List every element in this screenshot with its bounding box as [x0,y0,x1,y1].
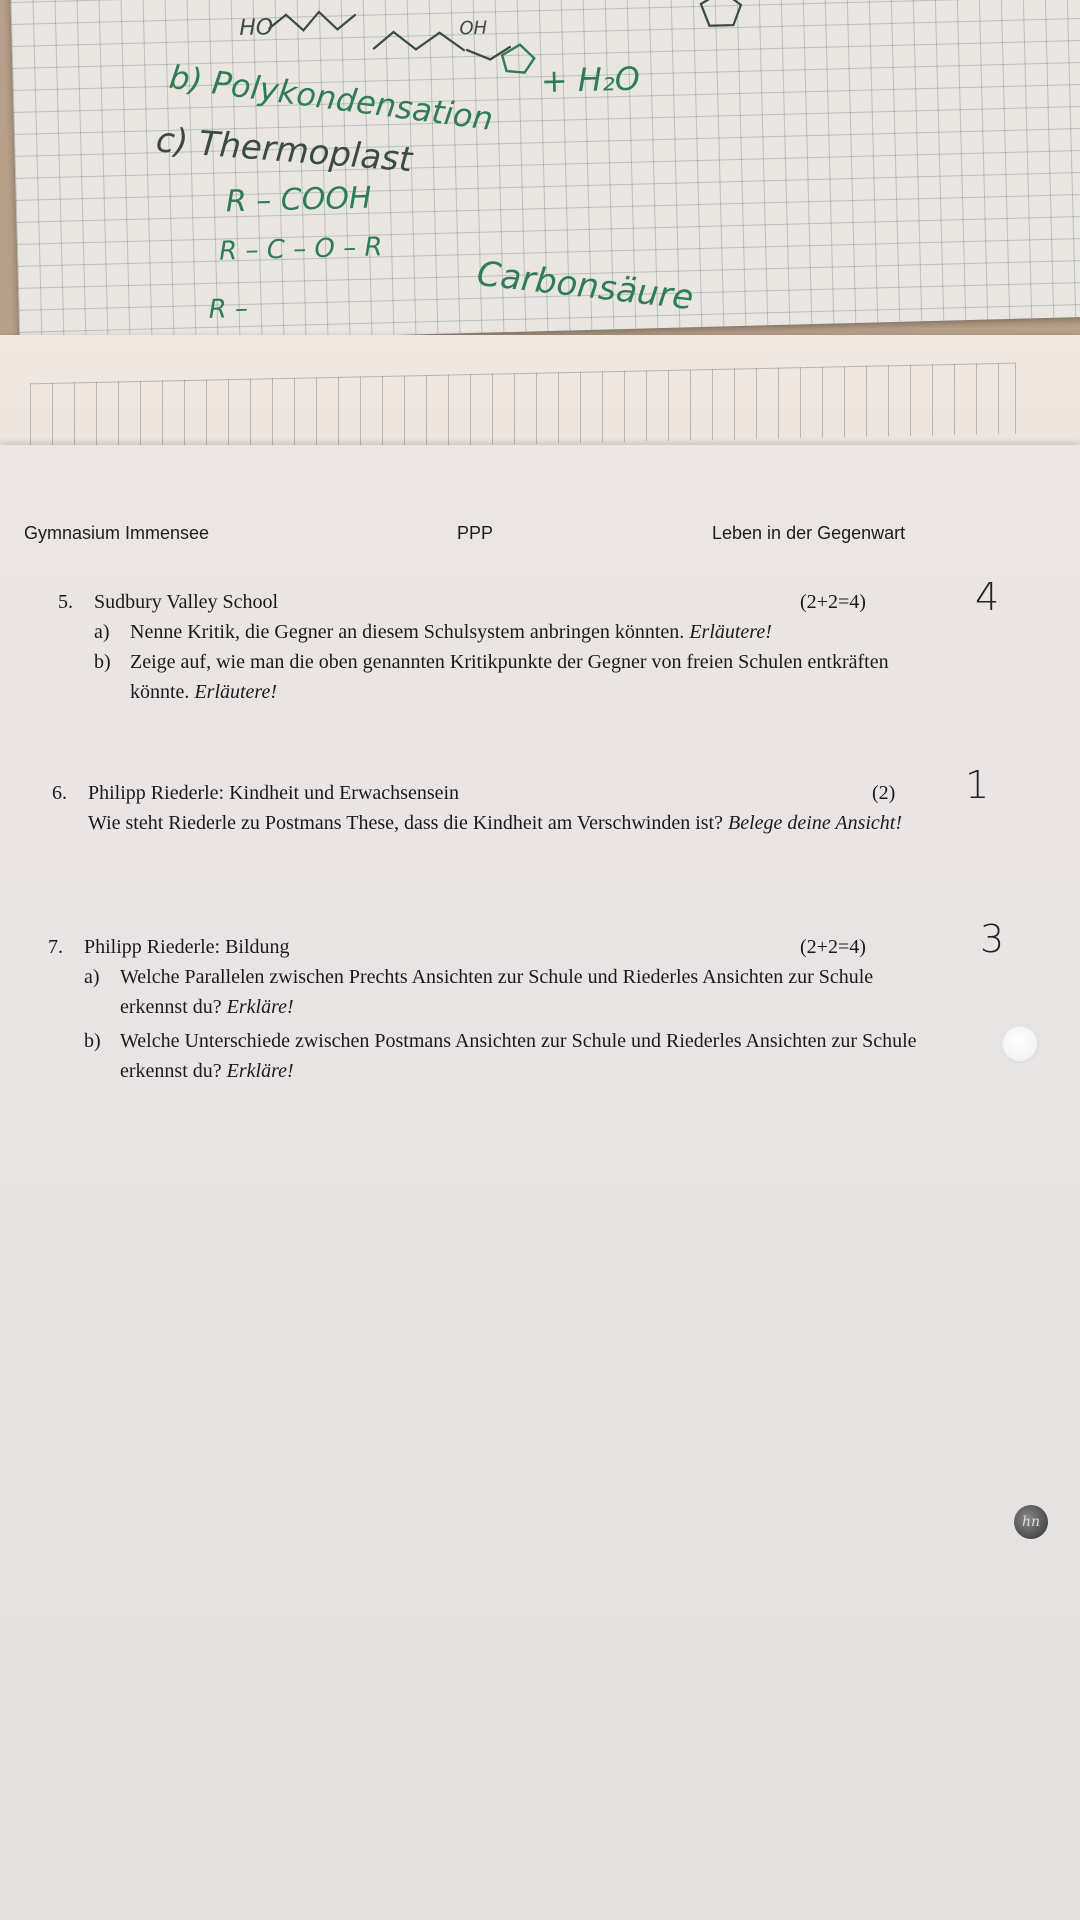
note-oh: OH [459,17,488,40]
grid-strip [30,363,1016,455]
subtask-b [48,1026,940,1086]
task-title: Sudbury Valley School [94,591,279,613]
subtask-hint: Erläutere! [689,621,772,643]
exam-sheet [0,445,1080,1920]
subtask-a [48,962,940,1022]
task-number: 6. [52,782,67,804]
task-points: (2) [872,782,896,804]
task-5 [58,587,938,707]
graph-paper-notes [10,0,1080,345]
note-thermoplast: c) Thermoplast [154,120,414,181]
subtask-letter: a) [94,621,110,643]
task-title: Philipp Riederle: Bildung [84,936,290,958]
subtask-hint: Erkläre! [226,996,294,1018]
task-number: 5. [58,591,73,613]
subject-name: PPP [457,523,494,543]
task-title-row [58,587,938,617]
structural-formula-drawing [10,0,1080,120]
note-polykondensation: b) Polykondensation [167,57,496,138]
task-6 [52,778,937,838]
task-number: 7. [48,936,63,958]
task-question: Wie steht Riederle zu Postmans These, dass die Kindheit am Verschwinden ist? [88,812,723,834]
task-title-row [48,932,940,962]
subtask-letter: b) [94,651,111,673]
task-title: Philipp Riederle: Kindheit und Erwachsensein [88,782,460,804]
middle-paper-sheet [0,335,1080,455]
task-body [52,808,937,838]
subtask-text: Welche Unterschiede zwischen Postmans Ansichten zur Schule und Riederles Ansichten zur Schule erkennst du? [120,1030,917,1082]
subtask-b [58,647,938,707]
note-water: + H₂O [540,59,641,101]
subtask-text: Zeige auf, wie man die oben genannten Kritikpunkte der Gegner von freien Schulen entkräften könnte. [130,651,889,703]
note-cooh: R – COOH [225,180,372,220]
punch-hole [1001,1025,1039,1063]
initials-stamp: hn [1014,1505,1048,1539]
subtask-hint: Erläutere! [194,681,278,703]
subtask-letter: a) [84,966,100,988]
note-ho: HO [239,15,274,42]
task-points: (2+2=4) [800,591,866,613]
page-header [24,523,924,547]
subtask-text: Welche Parallelen zwischen Prechts Ansichten zur Schule und Riederles Ansichten zur Schule erkennst du? [120,966,874,1018]
grade-task-6: 1 [965,763,990,807]
grade-task-5: 4 [975,575,1000,619]
task-hint: Belege deine Ansicht! [728,812,903,834]
topic-title: Leben in der Gegenwart [712,523,906,543]
subtask-hint: Erkläre! [226,1060,294,1082]
task-7 [48,932,940,1086]
subtask-letter: b) [84,1030,101,1052]
task-title-row [52,778,937,808]
note-ester: R – C – O – R [218,232,383,267]
school-name: Gymnasium Immensee [24,523,210,543]
note-carbonsaeure: Carbonsäure [474,253,696,319]
grade-task-7: 3 [980,917,1005,961]
note-r-partial: R – [208,293,249,325]
subtask-a [58,617,938,647]
task-points: (2+2=4) [800,936,866,958]
subtask-text: Nenne Kritik, die Gegner an diesem Schulsystem anbringen könnten. [130,621,685,643]
